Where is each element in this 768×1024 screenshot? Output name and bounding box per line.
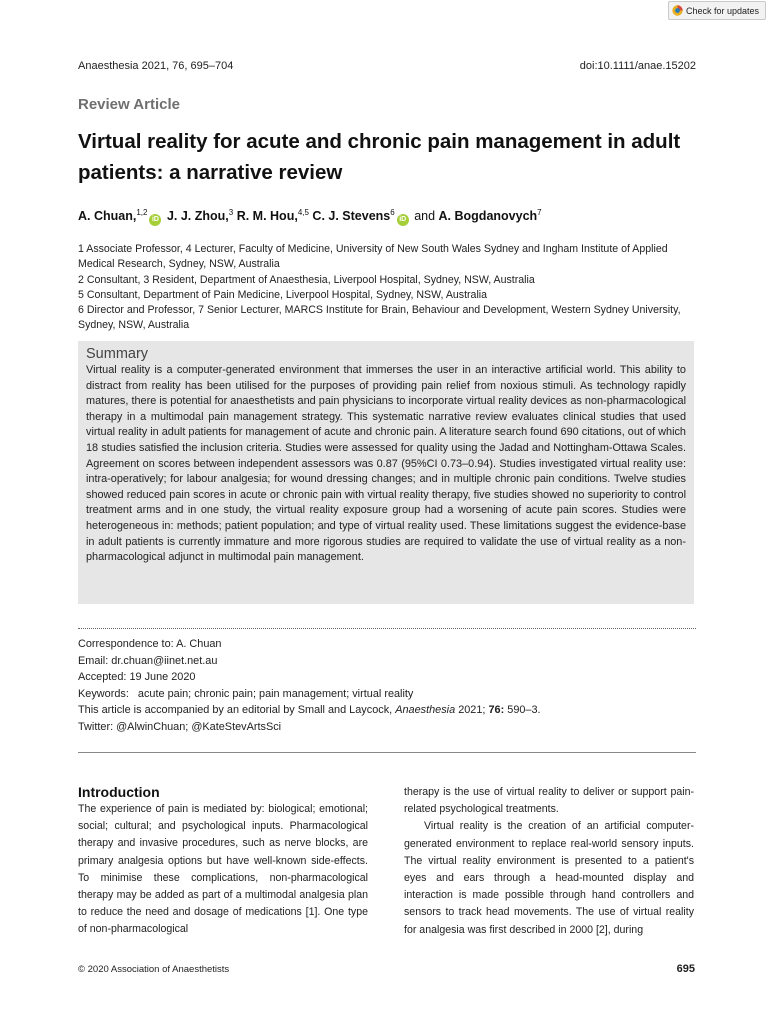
paragraph: Virtual reality is the creation of an artificial computer-generated environment to replace real-world sensory inputs. The virtual reality environment is presented to a patient's eyes and ears through a head-mounted display and interaction is made possible through hand controllers and sensors to track head movements. The use of virtual reality for analgesia was first described in 2000 [2], during: [404, 820, 694, 936]
editorial-year: 2021;: [458, 704, 486, 716]
journal-reference: Anaesthesia 2021, 76, 695–704: [78, 60, 234, 72]
author-affiliation-marker: 4,5: [297, 208, 309, 217]
keywords-label: Keywords:: [78, 687, 129, 700]
dotted-divider: [78, 628, 696, 629]
correspondence-email[interactable]: Email: dr.chuan@iinet.net.au: [78, 654, 218, 667]
introduction-heading: Introduction: [78, 784, 160, 800]
correspondence-to: Correspondence to: A. Chuan: [78, 638, 222, 650]
orcid-icon[interactable]: iD: [397, 214, 409, 226]
author-name[interactable]: J. J. Zhou,: [166, 209, 229, 223]
page-number: 695: [676, 963, 695, 975]
author-conjunction: and: [414, 209, 436, 223]
affiliation-line: 1 Associate Professor, 4 Lecturer, Faculty of Medicine, University of New South Wales Sydney and Ingham Institute of Applied Medical Research, Sydney, NSW, Australia: [78, 243, 668, 271]
section-divider: [78, 752, 696, 753]
doi-link[interactable]: doi:10.1111/anae.15202: [579, 60, 696, 72]
editorial-pages: 590–3.: [507, 704, 541, 716]
paragraph: therapy is the use of virtual reality to deliver or support pain-related psychological treatments.: [404, 786, 694, 816]
editorial-text: This article is accompanied by an editorial by Small and Laycock,: [78, 704, 393, 716]
check-for-updates-button[interactable]: [668, 1, 766, 20]
twitter-handles[interactable]: Twitter: @AlwinChuan; @KateStevArtsSci: [78, 720, 282, 733]
introduction-right-column: [404, 784, 694, 939]
summary-box: [78, 341, 694, 604]
editorial-volume: 76:: [488, 704, 505, 716]
affiliations: [78, 242, 698, 334]
editorial-note: [78, 702, 541, 719]
author-name[interactable]: C. J. Stevens: [312, 209, 391, 223]
affiliation-line: 2 Consultant, 3 Resident, Department of Anaesthesia, Liverpool Hospital, Sydney, NSW, Australia: [78, 273, 535, 286]
author-name[interactable]: R. M. Hou,: [236, 209, 298, 223]
article-type-label: Review Article: [78, 96, 180, 113]
author-affiliation-marker: 1,2: [136, 208, 148, 217]
author-name[interactable]: A. Bogdanovych: [438, 209, 538, 223]
author-list: [78, 208, 542, 226]
check-for-updates-label: Check for updates: [686, 5, 760, 16]
introduction-left-column: The experience of pain is mediated by: biological; emotional; social; cultural; and psychological inputs. Pharmacological therapy and invasive procedures, such as nerve blocks, are primary analgesia options but have well-known side-effects. To minimise these complications, non-pharmacological therapy may be added as part of a multimodal analgesia plan to reduce the need and dosage of medications [1]. One type of non-pharmacological: [78, 803, 368, 936]
affiliation-line: 5 Consultant, Department of Pain Medicine, Liverpool Hospital, Sydney, NSW, Australia: [78, 288, 488, 301]
affiliation-line: 6 Director and Professor, 7 Senior Lecturer, MARCS Institute for Brain, Behaviour and Development, Western Sydney University, Sydney, NSW, Australia: [78, 304, 681, 332]
crossmark-icon: [672, 5, 683, 16]
author-name[interactable]: A. Chuan,: [78, 209, 137, 223]
article-title: Virtual reality for acute and chronic pain management in adult patients: a narrative review: [78, 130, 681, 184]
editorial-journal: Anaesthesia: [395, 704, 456, 716]
author-affiliation-marker: 7: [537, 208, 542, 217]
keywords-line: [78, 686, 541, 703]
summary-heading: Summary: [86, 346, 149, 362]
keywords-list: acute pain; chronic pain; pain management; virtual reality: [137, 687, 414, 700]
author-affiliation-marker: 3: [228, 208, 234, 217]
accepted-date: Accepted: 19 June 2020: [78, 671, 196, 683]
correspondence-block: [78, 636, 541, 735]
footer-copyright: © 2020 Association of Anaesthetists: [78, 964, 230, 975]
orcid-icon[interactable]: iD: [149, 214, 161, 226]
author-affiliation-marker: 6: [390, 208, 395, 217]
summary-text: Virtual reality is a computer-generated environment that immerses the user in an interactive artificial world. This ability to distract from reality has been utilised for the purposes of providing pain relief from noxious stimuli. As technology rapidly matures, there is potential for anaesthetists and pain physicians to incorporate virtual reality devices as non-pharmacological therapy in a multimodal pain management strategy. This systematic narrative review evaluates clinical studies that used virtual reality in adult patients for management of acute and chronic pain. A literature search found 690 citations, out of which 18 studies satisfied the inclusion criteria. Studies were assessed for quality using the Jadad and Nottingham-Ottawa Scales. Agreement on scores between independent assessors was 0.87 (95%CI 0.73–0.94). Studies investigated virtual reality use: intra-operatively; for labour analgesia; for wound dressing changes; and in multiple chronic pain conditions. Twelve studies showed reduced pain scores in acute or chronic pain with virtual reality therapy, five studies showed no superiority to control treatment arms and in one study, the virtual reality exposure group had a worsening of acute pain scores. Studies were heterogeneous in: methods; patient population; and type of virtual reality used. These limitations suggest the evidence-base in adult patients is currently immature and more rigorous studies are required to validate the use of virtual reality as a non-pharmacological adjunct in multimodal pain management.: [86, 364, 686, 564]
